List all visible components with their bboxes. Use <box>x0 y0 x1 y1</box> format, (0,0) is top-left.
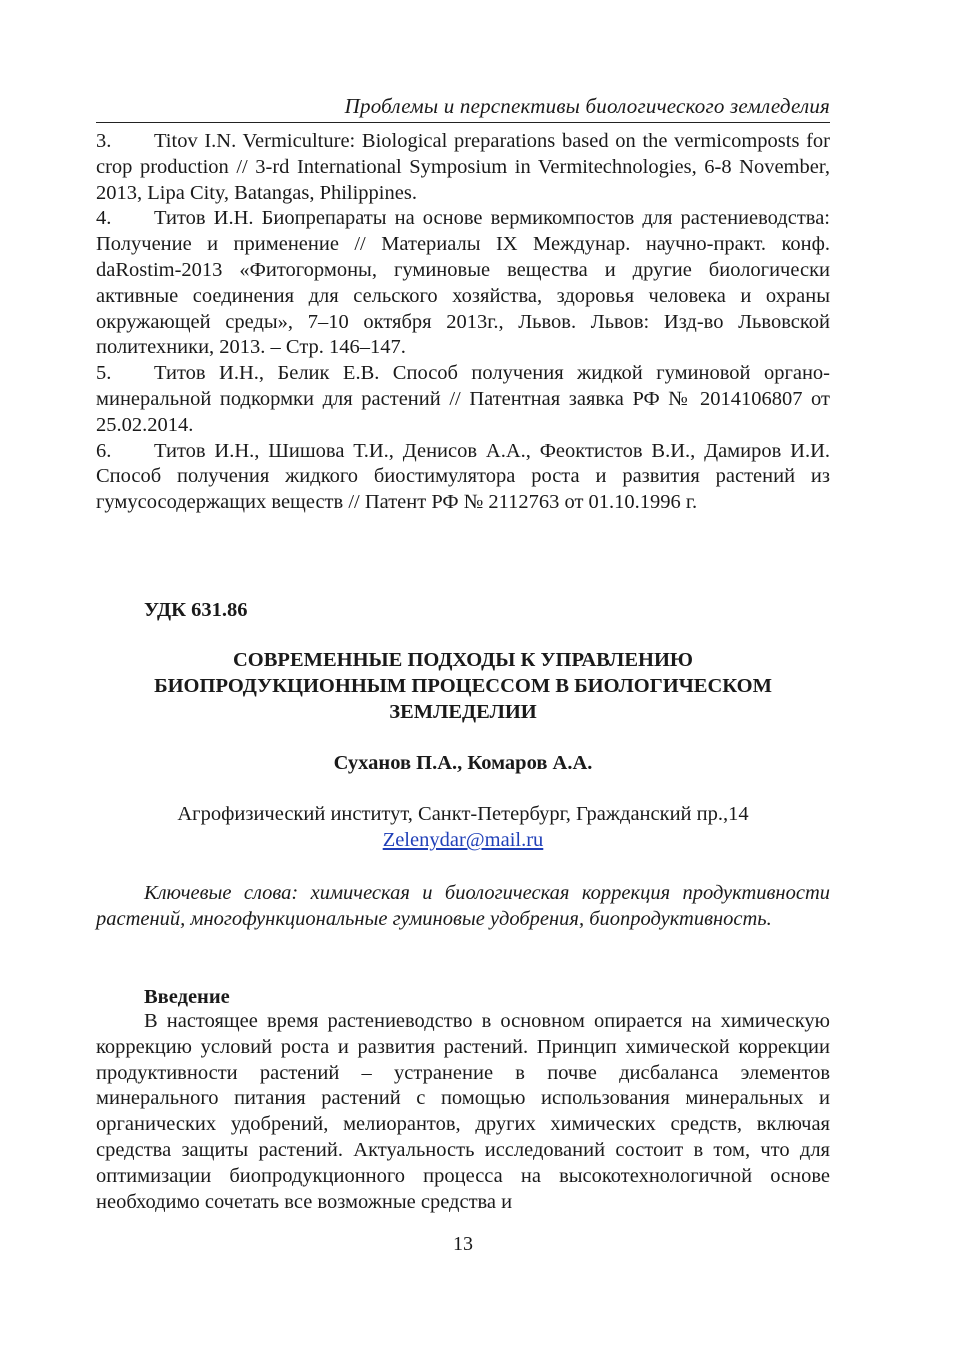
keywords-paragraph: Ключевые слова: химическая и биологическая коррекция продуктивности растений, многофункциональные гуминовые удобрения, биопродуктивность. <box>96 882 830 930</box>
reference-text: Титов И.Н. Биопрепараты на основе вермикомпостов для растениеводства: Получение и применение // Материалы IX Междунар. научно-практ. конф. daRostim-2013 «Фитогормоны, гуминовые вещества и другие биологически активные соединения для сельского хозяйства, здоровья человека и охраны окружающей среды», 7–10 октября 2013г., Львов. Львов: Изд-во Львовской политехники, 2013. – Стр. 146–147. <box>96 207 830 359</box>
page-number: 13 <box>453 1233 473 1255</box>
email-link[interactable]: Zelenydar@mail.ru <box>382 829 544 851</box>
reference-text: Титов И.Н., Шишова Т.И., Денисов А.А., Феоктистов В.И., Дамиров И.И. Способ получения жидкого биостимулятора роста и развития растений из гумусосодержащих веществ // Патент РФ № 2112763 от 01.10.1996 г. <box>96 439 830 514</box>
reference-item <box>96 439 830 516</box>
running-header: Проблемы и перспективы биологического земледелия <box>344 94 830 118</box>
article-title <box>96 647 830 725</box>
title-line: ЗЕМЛЕДЕЛИИ <box>389 701 537 723</box>
reference-item <box>96 129 830 206</box>
reference-text: Титов И.Н., Белик Е.В. Способ получения жидкой гуминовой органо-минеральной подкормки для растений // Патентная заявка РФ № 2014106807 от 25.02.2014. <box>96 362 830 436</box>
title-line: БИОПРОДУКЦИОННЫМ ПРОЦЕССОМ В БИОЛОГИЧЕСКОМ <box>154 675 772 697</box>
udk-code: УДК 631.86 <box>144 599 248 621</box>
reference-number: 3. <box>96 130 112 152</box>
introduction-paragraph: В настоящее время растениеводство в основном опирается на химическую коррекцию условий роста и развития растений. Принцип химической коррекции продуктивности растений – устранение в почве дисбаланса элементов минерального питания растений с помощью использования минеральных и органических удобрений, мелиорантов, других химических средств, включая средства защиты растений. Актуальность исследований состоит в том, что для оптимизации биопродукционного процесса на высокотехнологичной основе необходимо сочетать все возможные средства и <box>96 1010 830 1213</box>
reference-list <box>96 129 830 516</box>
reference-text: Titov I.N. Vermiculture: Biological preparations based on the vermicomposts for crop production // 3-rd International Symposium in Vermitechnologies, 6-8 November, 2013, Lipa City, Batangas, Philippines. <box>96 130 830 204</box>
reference-number: 4. <box>96 207 112 230</box>
header-divider <box>96 122 830 123</box>
reference-number: 5. <box>96 362 112 385</box>
title-line: СОВРЕМЕННЫЕ ПОДХОДЫ К УПРАВЛЕНИЮ <box>233 649 693 671</box>
reference-item <box>96 206 830 361</box>
reference-number: 6. <box>96 439 112 462</box>
affiliation-text: Агрофизический институт, Санкт-Петербург, Гражданский пр.,14 <box>177 803 749 825</box>
section-heading-introduction: Введение <box>144 986 230 1008</box>
article-authors: Суханов П.А., Комаров А.А. <box>333 752 593 774</box>
reference-item <box>96 361 830 438</box>
author-affiliation <box>96 801 830 853</box>
